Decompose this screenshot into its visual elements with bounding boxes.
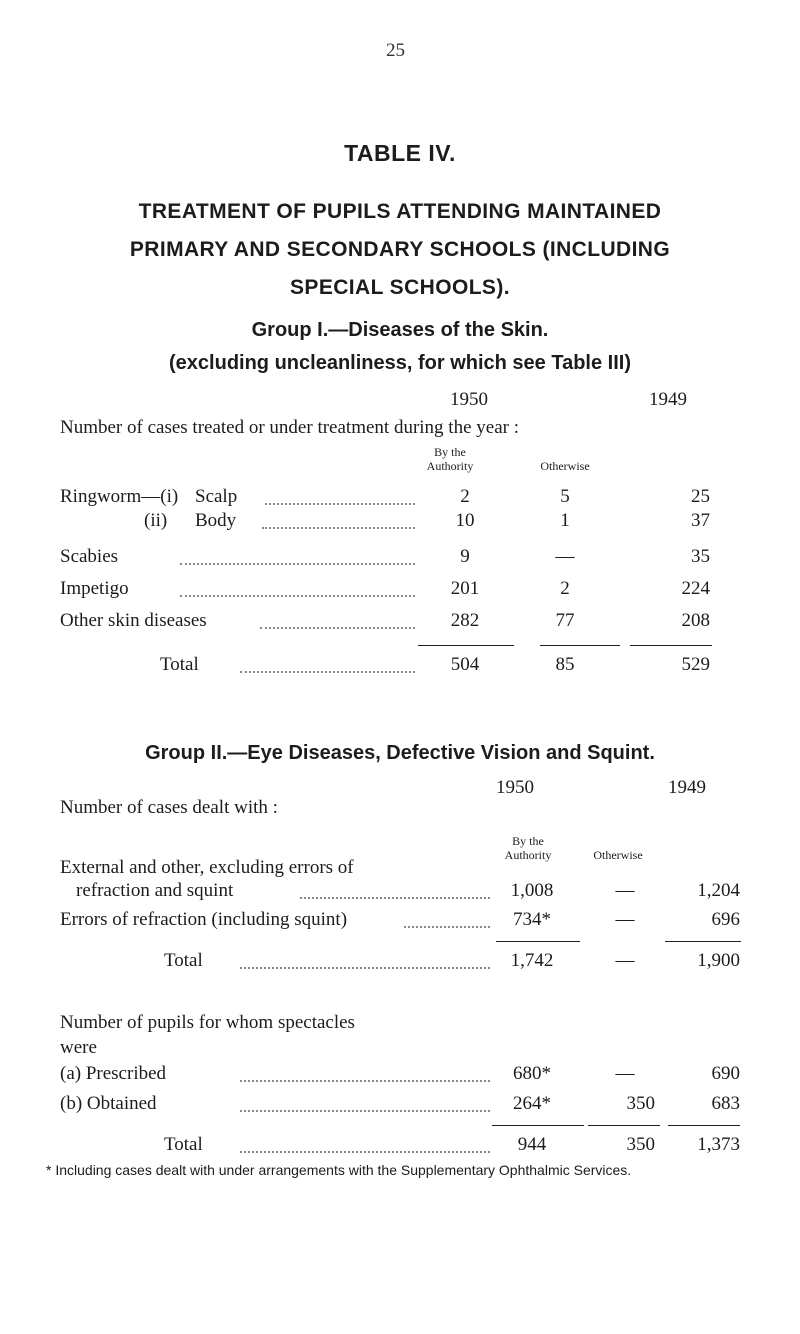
leader-dots — [240, 1151, 490, 1153]
leader-dots — [180, 595, 415, 597]
total-rule — [492, 1125, 584, 1126]
footnote: * Including cases dealt with under arrangements with the Supplementary Ophthalmic Services. — [46, 1162, 632, 1178]
total-rule — [630, 645, 712, 646]
g2-prev-value: 696 — [711, 909, 740, 930]
spectacles-row-label: (b) Obtained — [60, 1093, 157, 1114]
g1-authority-value: 201 — [450, 578, 480, 599]
group1-col-otherwise: Otherwise — [540, 459, 590, 473]
spectacles-prev-value: 690 — [711, 1063, 740, 1084]
g2-authority-value: 1,008 — [510, 880, 554, 901]
group1-col-authority: By the Authority — [426, 445, 474, 473]
leader-dots — [240, 671, 415, 673]
leader-dots — [262, 527, 415, 529]
total-rule — [588, 1125, 660, 1126]
g1-total-label: Total — [160, 654, 199, 675]
group2-col-otherwise: Otherwise — [593, 848, 643, 862]
g1-row-label: Impetigo — [60, 578, 129, 599]
g1-row-label: (ii) — [144, 510, 168, 531]
g1-prev-value: 25 — [691, 486, 710, 507]
leader-dots — [404, 926, 490, 928]
g1-authority-value: 282 — [450, 610, 480, 631]
heading-line-2: PRIMARY AND SECONDARY SCHOOLS (INCLUDING — [129, 238, 671, 261]
g1-otherwise-value: 1 — [560, 510, 570, 531]
g2-otherwise-value: — — [615, 880, 635, 901]
g1-otherwise-value: 5 — [560, 486, 570, 507]
spectacles-otherwise-value: 350 — [626, 1093, 655, 1114]
leader-dots — [240, 1080, 490, 1082]
g1-row-label: Scabies — [60, 546, 119, 567]
g2-row-label: refraction and squint — [76, 880, 234, 901]
leader-dots — [265, 503, 415, 505]
g1-prev-value: 208 — [681, 610, 710, 631]
group1-subtitle: (excluding uncleanliness, for which see Table III) — [169, 352, 631, 374]
group1-intro: Number of cases treated or under treatment during the year : — [60, 417, 519, 438]
g1-row-label: Other skin diseases — [60, 610, 207, 631]
table-title: TABLE IV. — [344, 140, 456, 166]
g1-authority-value: 2 — [460, 486, 470, 507]
leader-dots — [260, 627, 415, 629]
group1-year-previous: 1949 — [649, 389, 687, 410]
g1-otherwise-value: 77 — [555, 610, 575, 631]
total-rule — [418, 645, 514, 646]
g2-row-label: External and other, excluding errors of — [60, 857, 354, 878]
leader-dots — [180, 563, 415, 565]
spectacles-intro: were — [60, 1037, 97, 1058]
spectacles-row-label: (a) Prescribed — [60, 1063, 167, 1084]
g2-prev-value: 1,204 — [697, 880, 740, 901]
g2-authority-value: 734* — [513, 909, 551, 930]
group1-title: Group I.—Diseases of the Skin. — [251, 319, 549, 341]
g2-total2-prev: 1,373 — [697, 1134, 740, 1155]
g1-prev-value: 35 — [691, 546, 710, 567]
group2-intro: Number of cases dealt with : — [60, 797, 278, 818]
total-rule — [496, 941, 580, 942]
spectacles-authority-value: 264* — [513, 1093, 551, 1114]
g2-total2-label: Total — [164, 1134, 203, 1155]
leader-dots — [240, 1110, 490, 1112]
g2-total1-prev: 1,900 — [697, 950, 740, 971]
group2-year-previous: 1949 — [668, 777, 706, 798]
g1-row-sublabel: Scalp — [195, 486, 238, 507]
g1-authority-value: 10 — [455, 510, 475, 531]
g1-otherwise-value: 2 — [560, 578, 570, 599]
group1-year-current: 1950 — [450, 389, 488, 410]
heading-line-3: SPECIAL SCHOOLS). — [290, 276, 510, 299]
heading-line-1: TREATMENT OF PUPILS ATTENDING MAINTAINED — [138, 200, 662, 223]
g2-total1-authority: 1,742 — [510, 950, 554, 971]
g1-prev-value: 37 — [691, 510, 710, 531]
g1-total-otherwise: 85 — [555, 654, 575, 675]
group2-title: Group II.—Eye Diseases, Defective Vision and Squint. — [145, 742, 655, 764]
g1-authority-value: 9 — [460, 546, 470, 567]
spectacles-authority-value: 680* — [513, 1063, 551, 1084]
g1-total-prev: 529 — [681, 654, 710, 675]
g1-total-authority: 504 — [450, 654, 480, 675]
page-number: 25 — [386, 40, 405, 61]
spectacles-prev-value: 683 — [711, 1093, 740, 1114]
g2-otherwise-value: — — [615, 909, 635, 930]
g2-total2-otherwise: 350 — [626, 1134, 655, 1155]
g1-row-label: Ringworm—(i) — [60, 486, 179, 507]
spectacles-intro: Number of pupils for whom spectacles — [60, 1012, 355, 1033]
spectacles-otherwise-value: — — [615, 1063, 635, 1084]
total-rule — [665, 941, 741, 942]
g1-row-sublabel: Body — [195, 510, 237, 531]
total-rule — [668, 1125, 740, 1126]
g2-total1-label: Total — [164, 950, 203, 971]
g2-row-label: Errors of refraction (including squint) — [60, 909, 348, 930]
group2-year-current: 1950 — [496, 777, 534, 798]
g1-otherwise-value: — — [555, 546, 575, 567]
leader-dots — [240, 967, 490, 969]
g2-total1-otherwise: — — [615, 950, 635, 971]
g1-prev-value: 224 — [681, 578, 710, 599]
leader-dots — [300, 897, 490, 899]
total-rule — [540, 645, 620, 646]
group2-col-authority: By the Authority — [504, 834, 552, 862]
g2-total2-authority: 944 — [517, 1134, 547, 1155]
